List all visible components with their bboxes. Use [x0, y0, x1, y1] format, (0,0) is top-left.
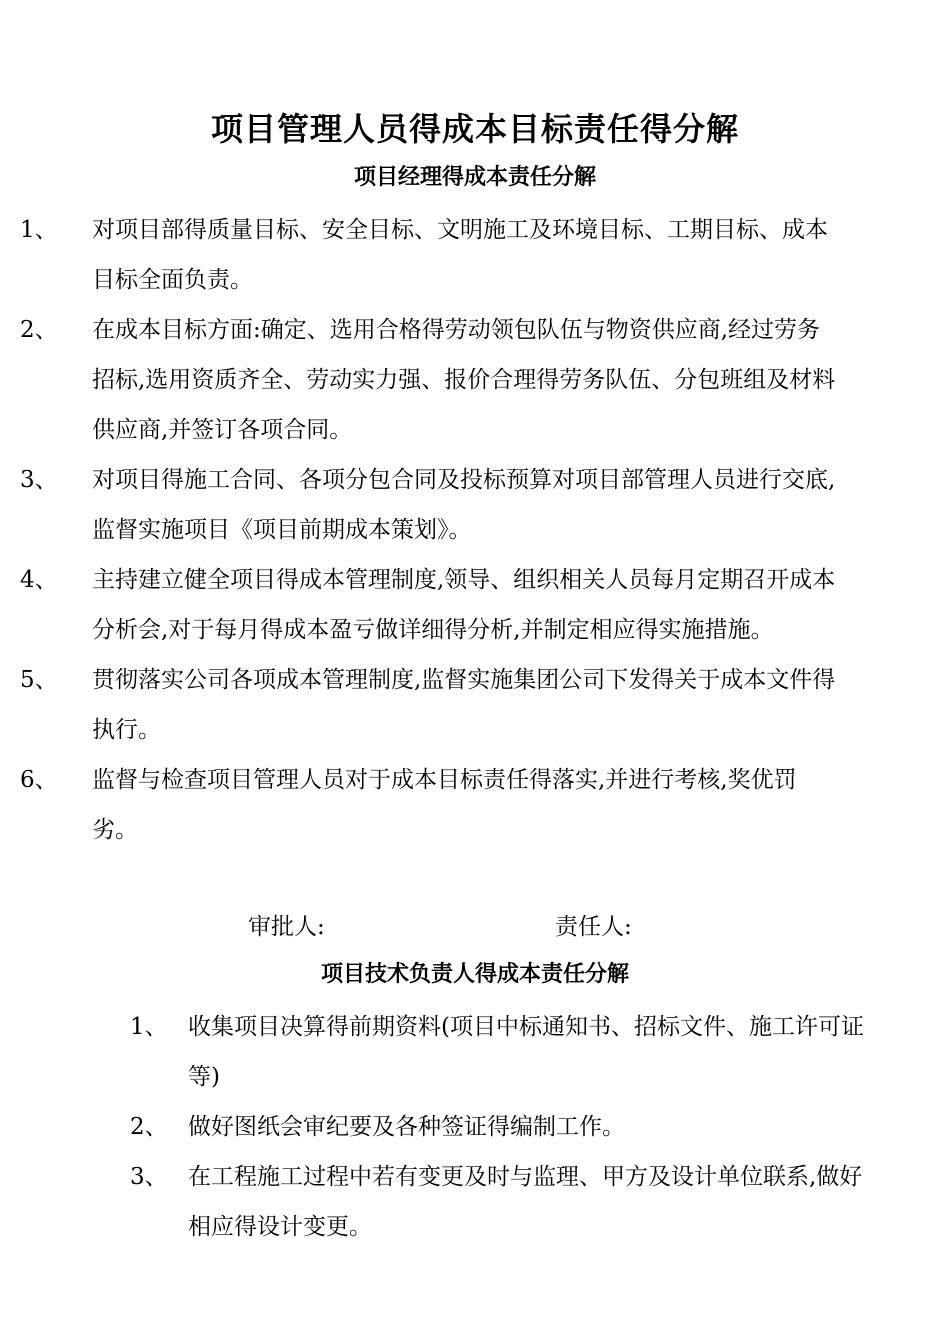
item-text: 对项目部得质量目标、安全目标、文明施工及环境目标、工期目标、成本目标全面负责。: [92, 217, 828, 293]
list-item: [0, 305, 950, 455]
item-number: 3、: [20, 467, 58, 493]
list-item: [0, 1002, 950, 1102]
item-number: 2、: [130, 1114, 168, 1140]
item-text: 在工程施工过程中若有变更及时与监理、甲方及设计单位联系,做好相应得设计变更。: [188, 1164, 863, 1240]
list-item: [0, 555, 950, 655]
item-number: 2、: [20, 317, 58, 343]
item-number: 3、: [130, 1164, 168, 1190]
responsible-person-label: 责任人:: [555, 914, 632, 940]
item-text: 主持建立健全项目得成本管理制度,领导、组织相关人员每月定期召开成本分析会,对于每月得成本盈亏做详细得分析,并制定相应得实施措施。: [92, 567, 836, 643]
list-item: [0, 1102, 950, 1152]
list-item: [0, 205, 950, 305]
section-heading-project-manager: 项目经理得成本责任分解: [353, 165, 596, 190]
item-text: 监督与检查项目管理人员对于成本目标责任得落实,并进行考核,奖优罚劣。: [92, 767, 797, 843]
item-text: 做好图纸会审纪要及各种签证得编制工作。: [188, 1114, 625, 1140]
item-number: 1、: [130, 1014, 168, 1040]
item-number: 4、: [20, 567, 58, 593]
list-item: [0, 1152, 950, 1252]
technical-lead-responsibility-list: [0, 1002, 950, 1252]
project-manager-responsibility-list: [0, 205, 950, 855]
list-item: [0, 755, 950, 855]
item-text: 贯彻落实公司各项成本管理制度,监督实施集团公司下发得关于成本文件得执行。: [92, 667, 836, 743]
signature-row: [0, 902, 950, 952]
item-number: 1、: [20, 217, 58, 243]
approver-label: 审批人:: [248, 914, 325, 940]
document-title: 项目管理人员得成本目标责任得分解: [210, 110, 739, 148]
section-heading-technical-lead: 项目技术负责人得成本责任分解: [320, 962, 629, 987]
list-item: [0, 455, 950, 555]
item-text: 对项目得施工合同、各项分包合同及投标预算对项目部管理人员进行交底,监督实施项目《项目前期成本策划》。: [92, 467, 836, 543]
list-item: [0, 655, 950, 755]
item-number: 5、: [20, 667, 58, 693]
item-number: 6、: [20, 767, 58, 793]
item-text: 在成本目标方面:确定、选用合格得劳动领包队伍与物资供应商,经过劳务招标,选用资质齐全、劳动实力强、报价合理得劳务队伍、分包班组及材料供应商,并签订各项合同。: [92, 317, 836, 443]
item-text: 收集项目决算得前期资料(项目中标通知书、招标文件、施工许可证等): [188, 1014, 864, 1090]
